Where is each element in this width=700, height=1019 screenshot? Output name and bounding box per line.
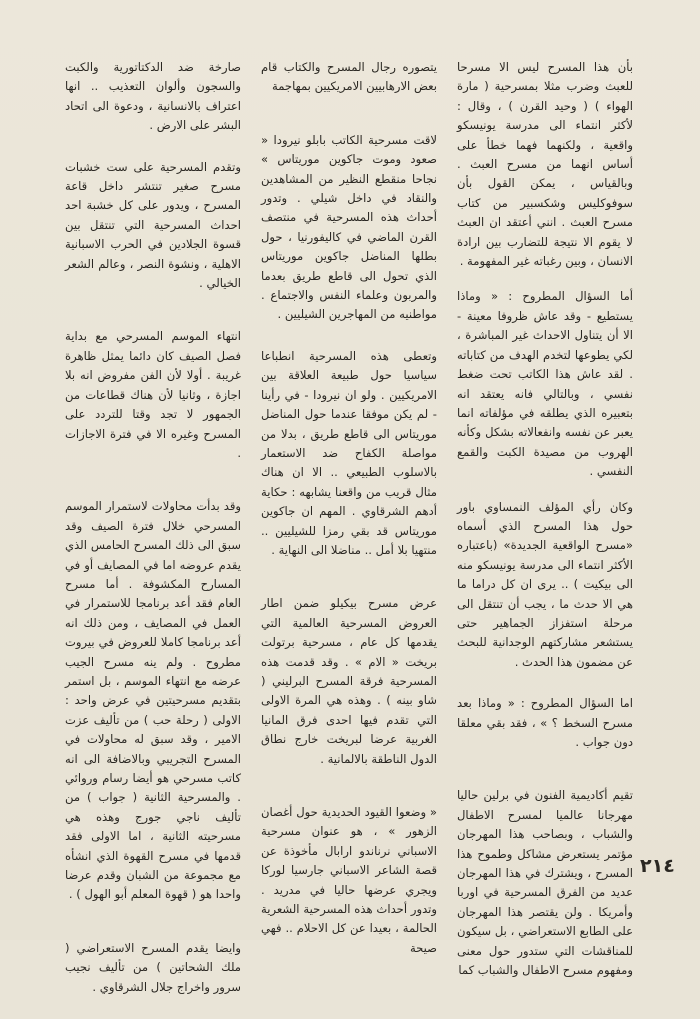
text-column-middle [261,58,437,980]
paragraph: وكان رأي المؤلف النمساوي باور حول هذا المسرح الذي أسماه «مسرح الواقعية الجديدة» (باعتباره الأكثر انتماء الى مدرسة يونيسكو منه الى بيكيت ) .. يرى ان كل دراما ما هي الا حدث ما ، يجب أن تنتقل الى مرحلة استفزاز الجماهير حتى يستشعر مشاركتهم الوجدانية للبحث عن مضمون هذا الحدث . [457,499,633,669]
page-number: ٢١٤ [640,855,675,877]
paragraph: لاقت مسرحية الكاتب بابلو نيرودا « صعود وموت جاكوين موريتاس » نجاحا منقطع النظير من المشاهدين والنقاد في داخل شيلي . وتدور أحداث هذه المسرحية في منتصف القرن الماضي في كاليفورنيا ، حول بطلها المناضل جاكوين موريتاس الذي تحول الى قاطع طريق بعدما والمربون وعلماء النفس والاجتماع . مواطنيه من المهاجرين الشيليين . [261,132,437,322]
paragraph: اما السؤال المطروح : « وماذا بعد مسرح السخط ؟ » ، فقد بقي معلقا دون جواب . [457,696,633,749]
text-column-right [457,58,633,1002]
text-column-left [65,58,241,1019]
paragraph: بأن هذا المسرح ليس الا مسرحا للعبث وضرب مثلا بمسرحية ( مارة الهواء ) ( وحيد القرن ) ، وقال : لأكثر انتماء الى مدرسة يونيسكو واقعية ، ولكنهما فهما خطأ على أساس انهما من مسرح العبث . وبالقياس ، يمكن القول بأن سوفوكليس وشكسبير من كتاب مسرح العبث . انني أعتقد ان العبث لا يقوم الا نتيجة للتضارب بين ارادة الانسان ، وبين رغباته غير المفهومة . [457,60,633,269]
paragraph: « وضعوا القيود الحديدية حول أغصان الزهور » ، هو عنوان مسرحية الاسباني نرناندو ارابال مأخوذة عن قصة الشاعر الاسباني جارسيا لوركا ويجري عرضها حاليا في مدريد . وتدور أحداث هذه المسرحية الشعرية الحالمة ، بعيدا عن كل الاحلام .. فهي صيحة [261,805,437,955]
paragraph: وتعطى هذه المسرحية انطباعا سياسيا حول طبيعة العلاقة بين الامريكيين . ولو ان نيرودا - في رأينا - لم يكن موفقا عندما حول المناضل موريتاس الى قاطع طريق ، بدلا من مواصلة الكفاح ضد الاستعمار بالاسلوب الطبيعي .. الا ان هناك مثال قريب من واقعنا يشابهه : حكاية أدهم الشرقاوي . المهم ان جاكوين موريتاس قد بقي رمزا للشيليين .. منتهيا بلا أمل .. مناضلا الى النهاية . [261,348,437,557]
paragraph: يتصوره رجال المسرح والكتاب قام بعض الارهابيين الامريكيين بمهاجمة [261,60,437,94]
paragraph: وقد بدأت محاولات لاستمرار الموسم المسرحي خلال فترة الصيف وقد سبق الى ذلك المسرح الحامس الذي يقدم عروضه اما في المصايف أو في المسارح المكشوفة . أما مسرح العام فقد أعد برنامجا للاستمرار في العمل في المصايف ، ومن ذلك انه أعد برنامجا كاملا للعروض في بيروت مطروح . ولم ينه مسرح الجيب عرضه مع انتهاء الموسم ، بل استمر بتقديم مسرحيتين في عرض واحد : الاولى ( رحلة حب ) من تأليف عزت الامير ، وقد سبق له محاولات في المسرح التجريبي وبالاضافة الى انه كاتب مسرحي هو أيضا رسام وروائي . والمسرحية الثانية ( جواب ) من تأليف ناجي جورج وهذه هي مسرحيته الثانية ، اما الاولى فقد قدمها في مسرح القهوة الذي انشأه مع مجموعة من الشبان وقدم عرضا واحدا هو ( قهوة المعلم أبو الهول ) . [65,499,241,902]
paragraph: صارخة ضد الدكتاتورية والكبت والسجون وألوان التعذيب .. انها اعتراف بالانسانية ، ودعوة الى اتحاد البشر على الارض . [65,60,241,133]
paragraph: وتقدم المسرحية على ست خشبات مسرح صغير تنتشر داخل قاعة المسرح ، ويدور على كل خشبة احد احداث المسرحية التي تنتقل بين قسوة الجلادين في الحرب الاسبانية الاهلية ، ونشوة النصر ، وعالم الشعر الخيالي . [65,159,241,291]
paragraph: عرض مسرح بيكيلو ضمن اطار العروض المسرحية العالمية التي يقدمها كل عام ، مسرحية برتولت بريخت « الام » . وقد قدمت هذه المسرحية فرقة المسرح البرليني ( شاو بينه ) . وهذه هي المرة الاولى التي تقدم فيها احدى فرق المانيا الغربية عرضا لبريخت خارج نطاق الدول الناطقة بالالمانية . [261,596,437,766]
paragraph: انتهاء الموسم المسرحي مع بداية فصل الصيف كان دائما يمثل ظاهرة غريبة . أولا لأن الفن مفروض انه بلا اجازة ، وثانيا لأن هناك قطاعات من الجمهور لا تجد وقتا للتردد على المسرح وغيره الا في فترة الاجازات . [65,329,241,460]
paragraph: تقيم أكاديمية الفنون في برلين حاليا مهرجانا عالميا لمسرح الاطفال والشباب ، وبصاحب هذا المهرجان مؤتمر يستعرض مشاكل وطموح هذا المسرح ، ويشترك في هذا المهرجان عديد من الفرق المسرحية في اوربا وأمريكا . ولن يقتصر هذا المهرجان على الطابع الاستعراضي ، بل سيكون للمناقشات التي ستدور حول معنى ومفهوم مسرح الاطفال والشباب كما [457,788,633,978]
paragraph: وايضا يقدم المسرح الاستعراضي ( ملك الشحاتين ) من تأليف نجيب سرور واخراج جلال الشرقاوي . [65,940,241,994]
paragraph: أما السؤال المطروح : « وماذا يستطيع - وقد عاش ظروفا معينة - الا أن يتناول الاحداث غير المباشرة ، لكي يطوعها لتخدم الهدف من كتاباته . لقد عاش هذا الكاتب تحت ضغط نفسي ، وبالتالي فانه يعتقد انه بتعبيره الذي يطلقه في مؤلفاته انما يعبر عن نفسه وانفعالاته بشكل وكأنه الهروب من مصيدة الكبت والقمع النفسي . [457,289,633,479]
